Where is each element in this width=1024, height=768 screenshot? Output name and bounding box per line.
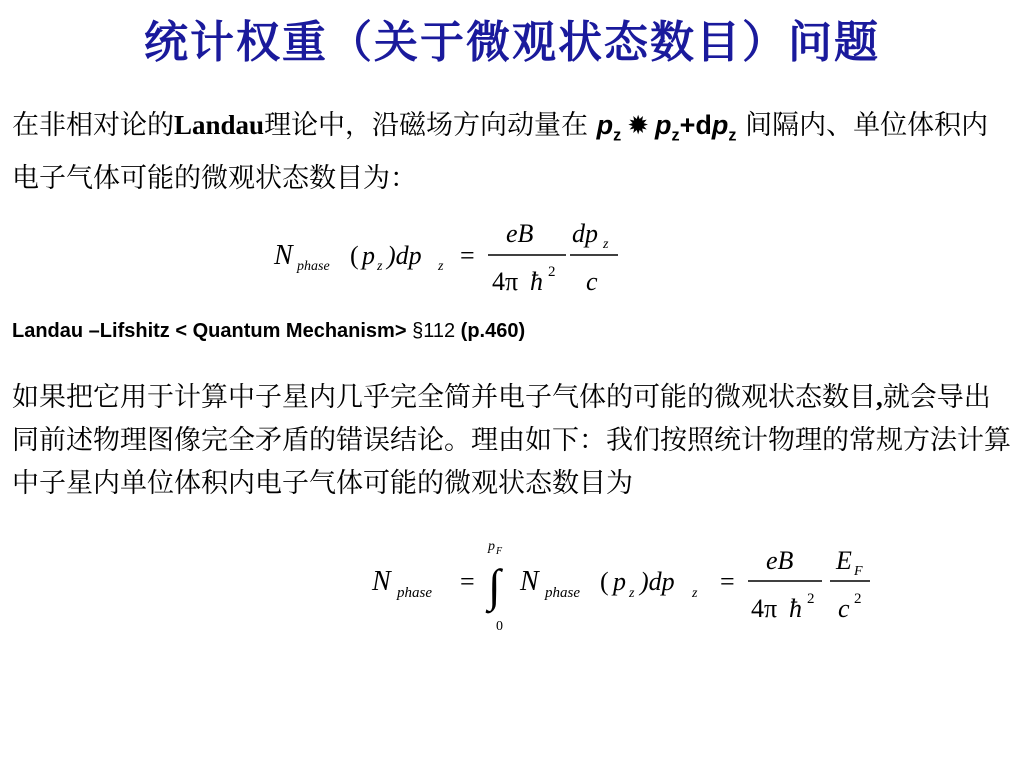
formula2-z2: z (692, 586, 698, 601)
formula1-equals: = (460, 241, 475, 270)
formula1-z3: z (603, 237, 609, 252)
formula1-z: z (377, 259, 383, 274)
formula-phase-density (270, 212, 630, 302)
formula2-lparen: ( (600, 567, 609, 596)
formula2-p: p (613, 567, 626, 596)
formula1-c: c (586, 267, 598, 296)
formula2-lower: 0 (496, 619, 503, 634)
formula1-N: N (274, 240, 293, 271)
argument-comma: , (876, 382, 883, 412)
landau-name: Landau (174, 110, 265, 140)
argument-text-1: 如果把它用于计算中子星内几乎完全简并电子气体的可能的微观状态数目 (12, 382, 876, 413)
formula1-lparen: ( (350, 241, 359, 270)
formula1-phase: phase (297, 259, 330, 274)
momentum-pz: $p_z$ (596, 110, 622, 145)
formula1-p: p (362, 241, 375, 270)
formula1-hbar: ħ (530, 267, 543, 296)
formula2-rparen-d: )dp (640, 567, 675, 596)
formula2-equals: = (460, 567, 475, 596)
formula2-upper-p: p (488, 539, 495, 554)
formula1-rparen-d: )dp (387, 241, 422, 270)
formula2-equals2: = (720, 567, 735, 596)
momentum-dpz: $p_z$ (711, 110, 737, 145)
formula-integrated-phase (370, 535, 890, 635)
formula2-integral: ∫ (488, 560, 501, 611)
formula2-N: N (372, 566, 391, 597)
reference-authors: Landau –Lifshitz < Quantum Mechanism> (12, 320, 407, 342)
momentum-pz-2: $p_z$ (655, 110, 680, 145)
intro-text-2: 理论中，沿磁场方向动量在 (264, 110, 597, 141)
formula2-z: z (629, 586, 635, 601)
formula2-E: E (836, 546, 852, 575)
formula2-N2: N (520, 566, 539, 597)
formula2-c-square: 2 (854, 591, 862, 607)
reference-page: (p.460) (460, 320, 526, 342)
page-title: 统计权重（关于微观状态数目）问题 (144, 17, 880, 68)
intro-text-1: 在非相对论的 (12, 110, 174, 141)
formula2-c: c (838, 594, 850, 623)
formula1-square: 2 (548, 264, 556, 280)
argument-paragraph (12, 376, 1012, 505)
reference-section: §112 (412, 320, 456, 342)
argument-text-2: 就会导出同前述物理图像完全矛盾的错误结论。理由如下：我们按照统计物理的常规方法计算中子星内单位体积内电子气体可能的微观状态数目为 (12, 382, 1011, 499)
formula2-phase2: phase (545, 585, 580, 601)
formula2-eB: eB (766, 546, 794, 575)
intro-paragraph (12, 104, 1012, 200)
reference-line (12, 320, 525, 343)
formula2-F: F (854, 564, 863, 579)
plus-d: +d (679, 110, 712, 140)
formula2-phase: phase (397, 585, 432, 601)
formula1-dp: dp (572, 219, 598, 248)
intro-text-3: 间隔内、单位体积内电子气体可能的微观状态数目为： (12, 110, 989, 195)
formula2-hbar: ħ (789, 594, 802, 623)
formula2-upper-F: F (496, 546, 503, 557)
formula1-eB: eB (506, 219, 534, 248)
formula2-square: 2 (807, 591, 815, 607)
formula1-4pi: 4π (492, 267, 519, 296)
formula1-z2: z (438, 259, 444, 274)
formula2-4pi: 4π (751, 594, 778, 623)
gear-symbol-icon: ✹ (627, 111, 650, 141)
